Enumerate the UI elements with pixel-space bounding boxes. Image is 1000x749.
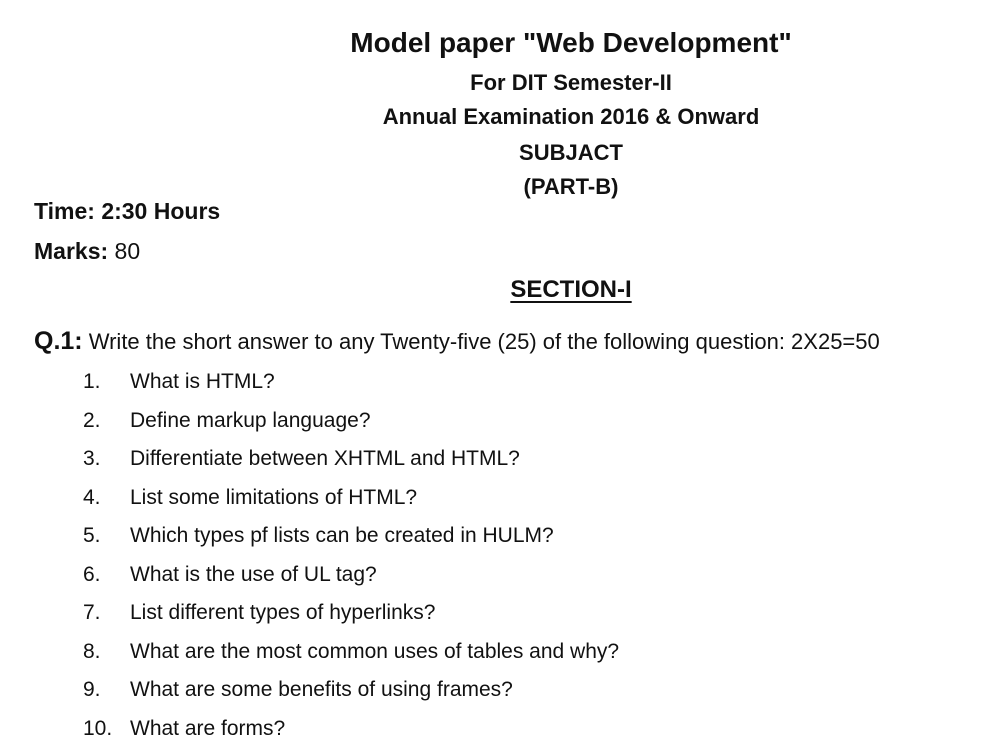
item-text: What are the most common uses of tables and why?	[130, 639, 620, 663]
list-item	[83, 640, 619, 679]
time-label: Time: 2:30 Hours	[34, 198, 221, 224]
list-item	[83, 524, 619, 563]
item-text: List some limitations of HTML?	[130, 485, 418, 509]
program-line: For DIT Semester-II	[470, 70, 672, 95]
item-number: 8.	[83, 639, 101, 663]
item-number: 3.	[83, 447, 101, 470]
marks-value: 80	[108, 238, 141, 264]
total-marks	[34, 238, 140, 265]
list-item	[83, 409, 619, 448]
item-number: 10.	[83, 716, 113, 740]
question-prompt	[34, 327, 880, 356]
question-text: Write the short answer to any Twenty-five (25) of the following question: 2X25=50	[82, 329, 880, 354]
item-text: What is HTML?	[130, 370, 275, 393]
section-title: SECTION-I	[510, 276, 632, 303]
item-text: What is the use of UL tag?	[130, 562, 377, 586]
paper-title: Model paper "Web Development"	[350, 27, 792, 58]
section-heading	[0, 276, 1000, 304]
question-number: Q.1:	[34, 327, 83, 355]
list-item	[83, 563, 619, 602]
list-item	[83, 601, 619, 640]
item-text: Define markup language?	[130, 408, 371, 432]
question-list	[83, 370, 619, 749]
time-allowed	[34, 198, 220, 225]
list-item	[83, 370, 619, 409]
item-number: 4.	[83, 485, 101, 509]
item-number: 9.	[83, 678, 101, 701]
list-item	[83, 717, 619, 749]
item-number: 5.	[83, 524, 101, 547]
item-text: Which types pf lists can be created in HULM?	[130, 524, 554, 547]
marks-label: Marks:	[34, 238, 109, 264]
item-number: 1.	[83, 370, 101, 393]
subject-line: SUBJACT	[519, 140, 623, 165]
item-text: What are forms?	[130, 716, 286, 740]
item-number: 7.	[83, 601, 101, 624]
list-item	[83, 486, 619, 525]
item-text: What are some benefits of using frames?	[130, 678, 513, 701]
exam-line: Annual Examination 2016 & Onward	[382, 104, 760, 129]
item-text: Differentiate between XHTML and HTML?	[130, 447, 520, 470]
list-item	[83, 678, 619, 717]
item-number: 6.	[83, 562, 101, 586]
part-line: (PART-B)	[523, 174, 619, 199]
list-item	[83, 447, 619, 486]
item-text: List different types of hyperlinks?	[130, 601, 436, 624]
item-number: 2.	[83, 408, 101, 432]
